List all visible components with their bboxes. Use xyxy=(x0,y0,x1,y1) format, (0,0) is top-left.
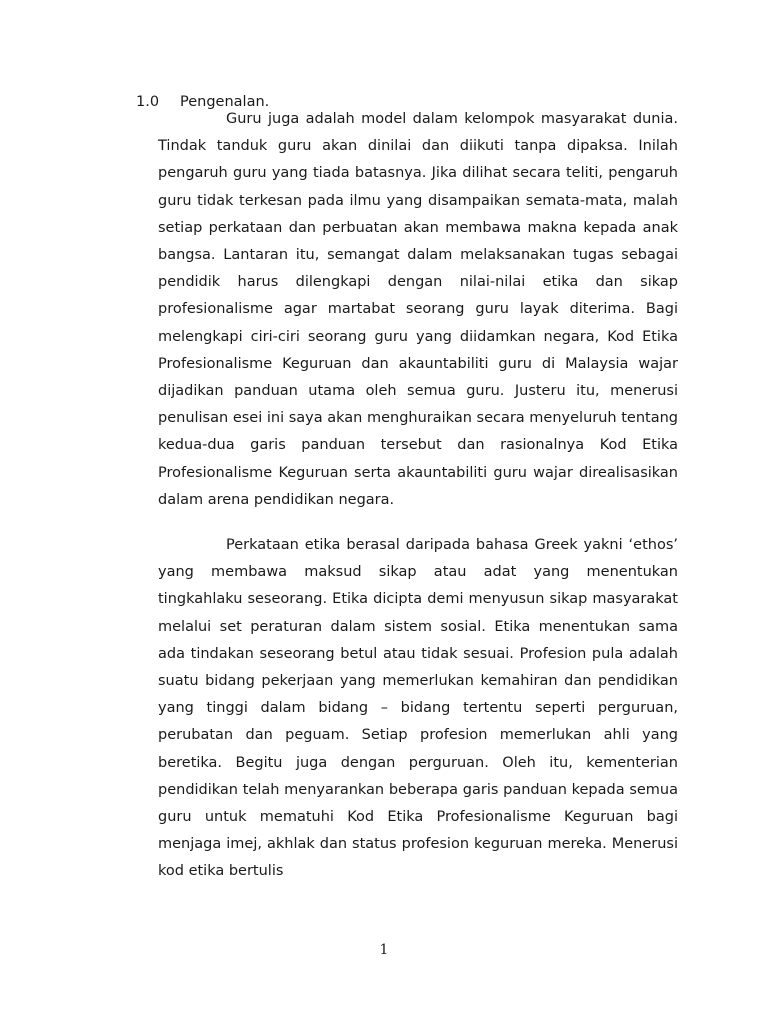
section-number: 1.0 xyxy=(136,94,160,110)
paragraph-ethics-definition: Perkataan etika berasal daripada bahasa Greek yakni ‘ethos’ yang membawa maksud sikap atau adat yang menentukan tingkahlaku seseorang. Etika dicipta demi menyusun sikap masyarakat melalui set peraturan dalam sistem sosial. Etika menentukan sama ada tindakan seseorang betul atau tidak sesuai. Profesion pula adalah suatu bidang pekerjaan yang memerlukan kemahiran dan pendidikan yang tinggi dalam bidang – bidang tertentu seperti perguruan, perubatan dan peguam. Setiap profesion memerlukan ahli yang beretika. Begitu juga dengan perguruan. Oleh itu, kementerian pendidikan telah menyarankan beberapa garis panduan kepada semua guru untuk mematuhi Kod Etika Profesionalisme Keguruan bagi menjaga imej, akhlak dan status profesion keguruan mereka. Menerusi kod etika bertulis xyxy=(158,537,678,880)
paragraph-introduction: Guru juga adalah model dalam kelompok masyarakat dunia. Tindak tanduk guru akan dinilai dan diikuti tanpa dipaksa. Inilah pengaruh guru yang tiada batasnya. Jika dilihat secara teliti, pengaruh guru tidak terkesan pada ilmu yang disampaikan semata-mata, malah setiap perkataan dan perbuatan akan membawa makna kepada anak bangsa. Lantaran itu, semangat dalam melaksanakan tugas sebagai pendidik harus dilengkapi dengan nilai-nilai etika dan sikap profesionalisme agar martabat seorang guru layak diterima. Bagi melengkapi ciri-ciri seorang guru yang diidamkan negara, Kod Etika Profesionalisme Keguruan dan akauntabiliti guru di Malaysia wajar dijadikan panduan utama oleh semua guru. Justeru itu, menerusi penulisan esei ini saya akan menghuraikan secara menyeluruh tentang kedua-dua garis panduan tersebut dan rasionalnya Kod Etika Profesionalisme Keguruan serta akauntabiliti guru wajar direalisasikan dalam arena pendidikan negara. xyxy=(158,111,678,508)
page-number: 1 xyxy=(379,942,389,958)
section-title: Pengenalan. xyxy=(180,94,270,110)
